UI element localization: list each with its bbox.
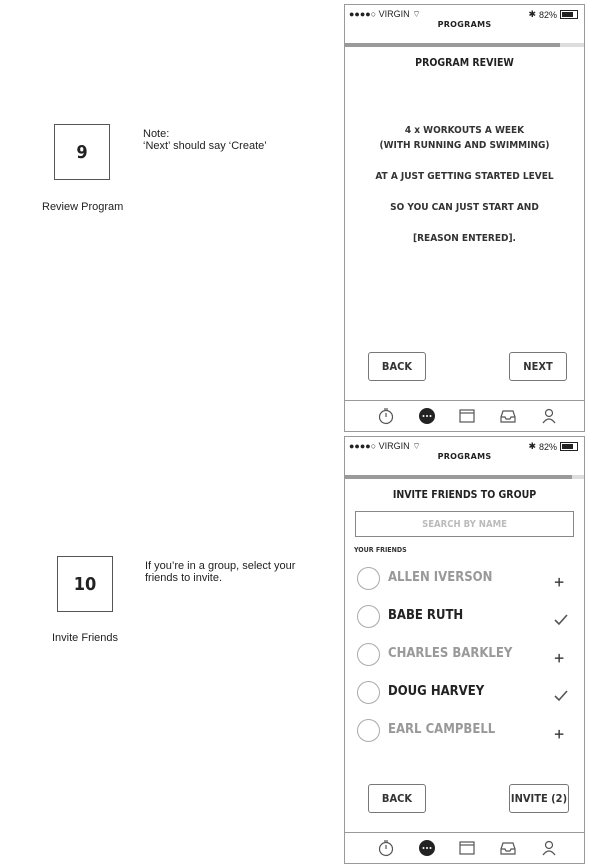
plus-icon[interactable] <box>554 652 568 666</box>
summary-line: AT A JUST GETTING STARTED LEVEL <box>375 171 554 182</box>
browser-icon[interactable] <box>457 406 477 426</box>
carrier-text: ●●●●○ VIRGIN <box>349 9 410 19</box>
progress-bar <box>345 43 584 47</box>
friend-row[interactable] <box>355 640 574 674</box>
more-icon[interactable] <box>417 838 437 858</box>
back-button[interactable]: BACK <box>368 352 426 381</box>
friend-name: DOUG HARVEY <box>388 684 485 699</box>
friend-row[interactable] <box>355 564 574 598</box>
battery-text: 82% <box>538 9 557 20</box>
step-caption: Invite Friends <box>52 632 119 644</box>
status-bar <box>345 5 584 39</box>
plus-icon[interactable] <box>554 728 568 742</box>
battery-icon <box>560 442 578 451</box>
step-number-box <box>57 556 113 612</box>
step-note <box>143 128 267 152</box>
progress-fill <box>345 475 572 479</box>
tab-bar <box>345 832 584 863</box>
step-number: 9 <box>76 141 88 163</box>
carrier-text: ●●●●○ VIRGIN <box>349 441 410 451</box>
invite-button[interactable]: INVITE (2) <box>509 784 569 813</box>
wifi-icon: ⌔ <box>412 441 421 451</box>
checkmark-icon[interactable] <box>554 613 568 627</box>
friend-row[interactable] <box>355 678 574 712</box>
step-caption: Review Program <box>42 201 124 213</box>
stopwatch-icon[interactable] <box>376 406 396 426</box>
page-heading: INVITE FRIENDS TO GROUP <box>392 489 537 501</box>
back-button[interactable]: BACK <box>368 784 426 813</box>
note-line: If you’re in a group, select your <box>145 560 296 572</box>
checkmark-icon[interactable] <box>554 689 568 703</box>
battery-text: 82% <box>538 441 557 452</box>
stopwatch-icon[interactable] <box>376 838 396 858</box>
profile-icon[interactable] <box>539 838 559 858</box>
wifi-icon: ⌔ <box>412 9 421 19</box>
note-line: Note: <box>143 128 170 140</box>
bluetooth-icon: ✱ <box>528 441 536 451</box>
avatar-placeholder <box>357 605 380 628</box>
carrier-label <box>349 9 421 20</box>
friends-section-label: YOUR FRIENDS <box>354 546 407 554</box>
avatar-placeholder <box>357 567 380 590</box>
friend-name: CHARLES BARKLEY <box>388 646 513 661</box>
browser-icon[interactable] <box>457 838 477 858</box>
summary-line: (WITH RUNNING AND SWIMMING) <box>379 140 550 151</box>
friend-name: ALLEN IVERSON <box>388 570 493 585</box>
screen-title: PROGRAMS <box>437 20 492 29</box>
status-bar <box>345 437 584 471</box>
friend-name: BABE RUTH <box>388 608 464 623</box>
avatar-placeholder <box>357 643 380 666</box>
summary-line: [REASON ENTERED]. <box>413 233 516 244</box>
tab-bar <box>345 400 584 431</box>
page-heading: PROGRAM REVIEW <box>415 57 514 69</box>
battery-status <box>528 441 578 452</box>
search-placeholder: SEARCH BY NAME <box>422 518 507 530</box>
more-icon[interactable] <box>417 406 437 426</box>
progress-bar <box>345 475 584 479</box>
bluetooth-icon: ✱ <box>528 9 536 19</box>
phone-screen-invite-friends <box>344 436 585 864</box>
inbox-icon[interactable] <box>498 838 518 858</box>
friend-name: EARL CAMPBELL <box>388 722 496 737</box>
step-number-box <box>54 124 110 180</box>
note-line: ‘Next’ should say ‘Create’ <box>143 140 267 152</box>
screen-title: PROGRAMS <box>437 452 492 461</box>
step-note <box>145 560 295 584</box>
friend-row[interactable] <box>355 716 574 750</box>
battery-icon <box>560 10 578 19</box>
phone-screen-program-review <box>344 4 585 432</box>
battery-status <box>528 9 578 20</box>
summary-line: 4 x WORKOUTS A WEEK <box>404 125 525 136</box>
next-button[interactable]: NEXT <box>509 352 567 381</box>
progress-fill <box>345 43 560 47</box>
note-line: friends to invite. <box>145 572 223 584</box>
avatar-placeholder <box>357 681 380 704</box>
avatar-placeholder <box>357 719 380 742</box>
plus-icon[interactable] <box>554 576 568 590</box>
search-input[interactable] <box>355 511 574 537</box>
inbox-icon[interactable] <box>498 406 518 426</box>
carrier-label <box>349 441 421 452</box>
friend-row[interactable] <box>355 602 574 636</box>
step-number: 10 <box>73 573 97 595</box>
summary-line: SO YOU CAN JUST START AND <box>390 202 539 213</box>
profile-icon[interactable] <box>539 406 559 426</box>
